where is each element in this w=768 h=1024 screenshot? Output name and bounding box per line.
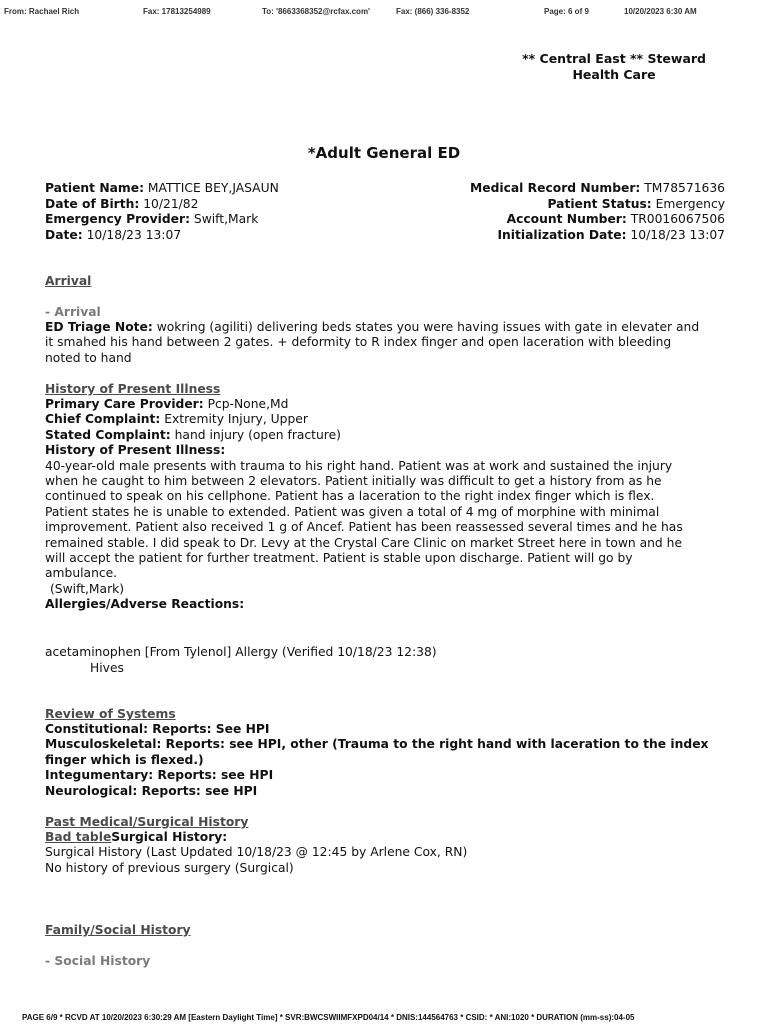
- pcp-label: Primary Care Provider:: [45, 397, 204, 411]
- hpi-line: Patient states he is unable to extended. Patient was given a total of 4 mg of morphine with minimal: [45, 504, 660, 519]
- ros-section: [45, 722, 725, 799]
- triage-line-1: wokring (agiliti) delivering beds states you were having issues with gate in elevater and: [152, 320, 700, 334]
- dob: 10/21/82: [143, 196, 199, 211]
- hpi-line: remained stable. I did speak to Dr. Levy at the Crystal Care Clinic on market Street here in town and he: [45, 535, 683, 550]
- triage-note: [45, 320, 725, 366]
- dob-label: Date of Birth:: [45, 196, 140, 211]
- chief-complaint-label: Chief Complaint:: [45, 412, 161, 427]
- hpi-line: when he caught to him between 2 elevators. Patient initially was difficult to get a history from as he: [45, 474, 662, 489]
- hpi-line: ambulance.: [45, 566, 118, 581]
- allergy-reaction: Hives: [90, 661, 124, 675]
- arrival-header: Arrival: [45, 274, 92, 288]
- hpi-signature: (Swift,Mark): [50, 581, 125, 596]
- pmh-section: [45, 830, 725, 876]
- bad-table-link: Bad table: [45, 830, 112, 844]
- ros-neurological: Neurological: Reports: see HPI: [45, 783, 258, 798]
- hpi-label: History of Present Illness:: [45, 443, 226, 458]
- patient-name-label: Patient Name:: [45, 181, 144, 195]
- ros-msk-detail: , other (Trauma to the right hand with laceration to the index: [281, 737, 709, 752]
- mrn-label: Medical Record Number:: [470, 181, 641, 195]
- allergy-entry: acetaminophen [From Tylenol] Allergy (Verified 10/18/23 12:38): [45, 645, 437, 659]
- triage-line-3: noted to hand: [45, 350, 132, 365]
- fax-from-number: Fax: 17813254989: [143, 7, 211, 16]
- ros-integumentary: Integumentary: Reports: see HPI: [45, 768, 274, 783]
- mrn: TM78571636: [644, 181, 725, 195]
- fax-to: To: '8663368352@rcfax.com': [262, 7, 370, 16]
- triage-label: ED Triage Note:: [45, 320, 153, 334]
- org-line-1: ** Central East ** Steward: [522, 51, 706, 66]
- hpi-line: continued to speak on his cellphone. Patient has a laceration to the right index finger which is flex.: [45, 489, 655, 504]
- account-number: TR0016067506: [630, 212, 725, 226]
- social-history-subheader: - Social History: [45, 954, 151, 968]
- fax-to-number: Fax: (866) 336-8352: [396, 7, 470, 16]
- date-label: Date:: [45, 227, 83, 242]
- pmh-header: Past Medical/Surgical History: [45, 815, 249, 829]
- ros-constitutional: Constitutional: Reports: See HPI: [45, 722, 270, 736]
- fax-page: Page: 6 of 9: [544, 7, 589, 16]
- fax-from: From: Rachael Rich: [4, 7, 80, 16]
- pcp-value: Pcp-None,Md: [203, 397, 289, 411]
- surgical-history-none: No history of previous surgery (Surgical): [45, 860, 294, 875]
- init-date-label: Initialization Date:: [497, 227, 627, 242]
- hpi-section: [45, 397, 725, 613]
- hpi-line: will accept the patient for further treatment. Patient is stable upon discharge. Patient will go by: [45, 551, 633, 566]
- stated-complaint: hand injury (open fracture): [170, 427, 341, 442]
- provider: Swift,Mark: [193, 212, 259, 226]
- account-label: Account Number:: [506, 212, 627, 226]
- organization-name: [522, 51, 706, 83]
- document-title: *Adult General ED: [307, 144, 461, 162]
- patient-info-right: [470, 181, 725, 243]
- init-date: 10/18/23 13:07: [630, 227, 725, 242]
- ros-msk-detail-2: finger which is flexed.): [45, 752, 204, 767]
- ros-header: Review of Systems: [45, 707, 176, 721]
- hpi-line: improvement. Patient also received 1 g of Ancef. Patient has been reassessed several times and he has: [45, 520, 683, 535]
- chief-complaint: Extremity Injury, Upper: [160, 412, 308, 427]
- org-line-2: Health Care: [572, 67, 656, 82]
- stated-complaint-label: Stated Complaint:: [45, 427, 171, 442]
- arrival-subheader: - Arrival: [45, 305, 101, 319]
- visit-date: 10/18/23 13:07: [86, 227, 182, 242]
- triage-line-2: it smahed his hand between 2 gates. + deformity to R index finger and open laceration with bleeding: [45, 335, 672, 350]
- status-label: Patient Status:: [547, 196, 652, 211]
- provider-label: Emergency Provider:: [45, 212, 190, 226]
- patient-status: Emergency: [655, 196, 725, 211]
- hpi-line: 40-year-old male presents with trauma to his right hand. Patient was at work and sustained the injury: [45, 458, 673, 473]
- patient-name: MATTICE BEY,JASAUN: [147, 181, 279, 195]
- ros-msk: Musculoskeletal: Reports: see HPI: [45, 737, 282, 752]
- surgical-history-updated: Surgical History (Last Updated 10/18/23 @ 12:45 by Arlene Cox, RN): [45, 845, 468, 860]
- fax-footer: PAGE 6/9 * RCVD AT 10/20/2023 6:30:29 AM [Eastern Daylight Time] * SVR:BWCSWIIMFXPD04/14 * DNIS:144564763 * CSID: * ANI:1020 * DURATION (mm-ss):04-05: [22, 1013, 635, 1022]
- fax-datetime: 10/20/2023 6:30 AM: [624, 7, 697, 16]
- patient-info-left: [45, 181, 279, 243]
- allergies-label: Allergies/Adverse Reactions:: [45, 597, 245, 612]
- family-social-header: Family/Social History: [45, 923, 191, 937]
- hpi-header: History of Present Illness: [45, 382, 221, 396]
- surgical-history-label: Surgical History:: [111, 830, 228, 844]
